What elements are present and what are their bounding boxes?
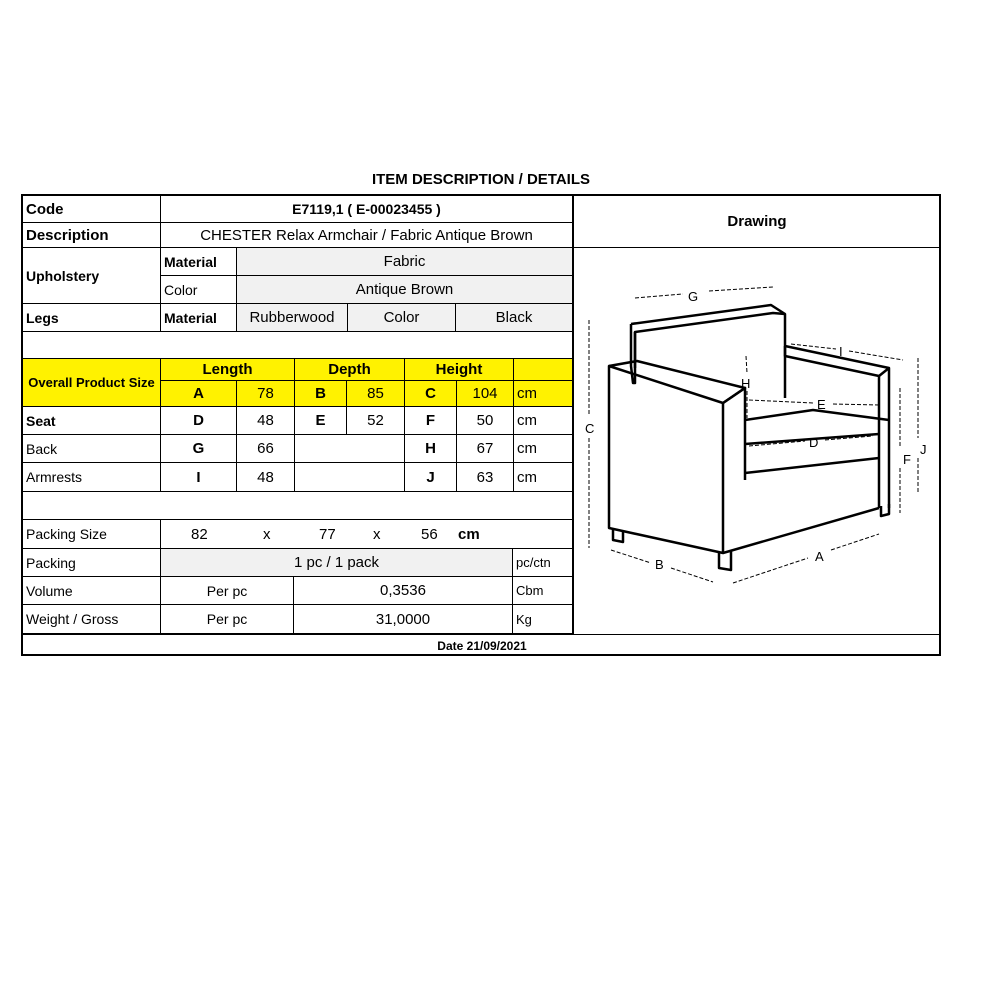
depth-header: Depth — [295, 359, 405, 381]
upholstery-label: Upholstery — [23, 248, 161, 304]
packing-size-unit: cm — [458, 525, 480, 543]
drawing-label-e: E — [817, 397, 826, 412]
seat-e-value: 52 — [347, 407, 405, 435]
volume-unit: Cbm — [513, 577, 573, 605]
seat-e: E — [295, 407, 347, 435]
seat-d: D — [161, 407, 237, 435]
armrests-j: J — [405, 463, 457, 492]
seat-unit: cm — [514, 407, 573, 435]
drawing-label-i: I — [839, 344, 843, 359]
drawing-title: Drawing — [573, 196, 941, 248]
upholstery-material-label: Material — [161, 248, 237, 276]
back-h-value: 67 — [457, 435, 514, 463]
overall-b: B — [295, 381, 347, 407]
length-header: Length — [161, 359, 295, 381]
legs-material-label: Material — [161, 304, 237, 332]
volume-value: 0,3536 — [294, 577, 513, 605]
back-h: H — [405, 435, 457, 463]
overall-unit: cm — [514, 381, 573, 407]
packing-label: Packing — [23, 549, 161, 577]
drawing-label-a: A — [815, 549, 824, 564]
drawing-label-f: F — [903, 452, 911, 467]
armrests-i-value: 48 — [237, 463, 295, 492]
packing-size-depth: 77 — [319, 525, 336, 543]
armrests-unit: cm — [514, 463, 573, 492]
packing-unit: pc/ctn — [513, 549, 573, 577]
legs-label: Legs — [23, 304, 161, 332]
packing-size-values — [161, 520, 573, 549]
drawing-label-j: J — [920, 442, 927, 457]
overall-a: A — [161, 381, 237, 407]
seat-label: Seat — [23, 407, 161, 435]
armrests-i: I — [161, 463, 237, 492]
back-g-value: 66 — [237, 435, 295, 463]
volume-label: Volume — [23, 577, 161, 605]
overall-a-value: 78 — [237, 381, 295, 407]
legs-color-label: Color — [348, 304, 456, 332]
back-unit: cm — [514, 435, 573, 463]
legs-material: Rubberwood — [237, 304, 348, 332]
packing-size-height: 56 — [421, 525, 438, 543]
spacer-row-2 — [23, 492, 573, 520]
packing-size-label: Packing Size — [23, 520, 161, 549]
spec-sheet — [21, 194, 941, 656]
overall-b-value: 85 — [347, 381, 405, 407]
seat-f-value: 50 — [457, 407, 514, 435]
height-header: Height — [405, 359, 514, 381]
drawing-label-b: B — [655, 557, 664, 572]
weight-label: Weight / Gross — [23, 605, 161, 634]
weight-unit: Kg — [513, 605, 573, 634]
code-label: Code — [23, 196, 161, 223]
code-value: E7119,1 ( E-00023455 ) — [161, 196, 573, 223]
upholstery-color: Antique Brown — [237, 276, 573, 304]
overall-size-label: Overall Product Size — [23, 359, 161, 407]
unit-header — [514, 359, 573, 381]
drawing-label-c: C — [585, 421, 595, 436]
back-label: Back — [23, 435, 161, 463]
description-value: CHESTER Relax Armchair / Fabric Antique Brown — [161, 223, 573, 248]
packing-size-x2: x — [373, 525, 381, 543]
seat-f: F — [405, 407, 457, 435]
weight-per: Per pc — [161, 605, 294, 634]
page-title: ITEM DESCRIPTION / DETAILS — [371, 171, 591, 188]
weight-value: 31,0000 — [294, 605, 513, 634]
overall-c-value: 104 — [457, 381, 514, 407]
date-footer: Date 21/09/2021 — [23, 634, 941, 656]
armrests-depth-empty — [295, 463, 405, 492]
seat-d-value: 48 — [237, 407, 295, 435]
drawing-label-d: D — [809, 435, 819, 450]
description-label: Description — [23, 223, 161, 248]
armchair-sketch — [573, 248, 941, 634]
legs-color: Black — [456, 304, 573, 332]
armrests-j-value: 63 — [457, 463, 514, 492]
upholstery-color-label: Color — [161, 276, 237, 304]
packing-size-x1: x — [263, 525, 271, 543]
back-g: G — [161, 435, 237, 463]
armrests-label: Armrests — [23, 463, 161, 492]
upholstery-material: Fabric — [237, 248, 573, 276]
drawing-label-g: G — [688, 289, 699, 304]
overall-c: C — [405, 381, 457, 407]
packing-size-length: 82 — [191, 525, 208, 543]
armchair-drawing — [573, 248, 941, 634]
spacer-row — [23, 332, 573, 359]
back-depth-empty — [295, 435, 405, 463]
volume-per: Per pc — [161, 577, 294, 605]
drawing-label-h: H — [741, 376, 751, 391]
packing-value: 1 pc / 1 pack — [161, 549, 513, 577]
